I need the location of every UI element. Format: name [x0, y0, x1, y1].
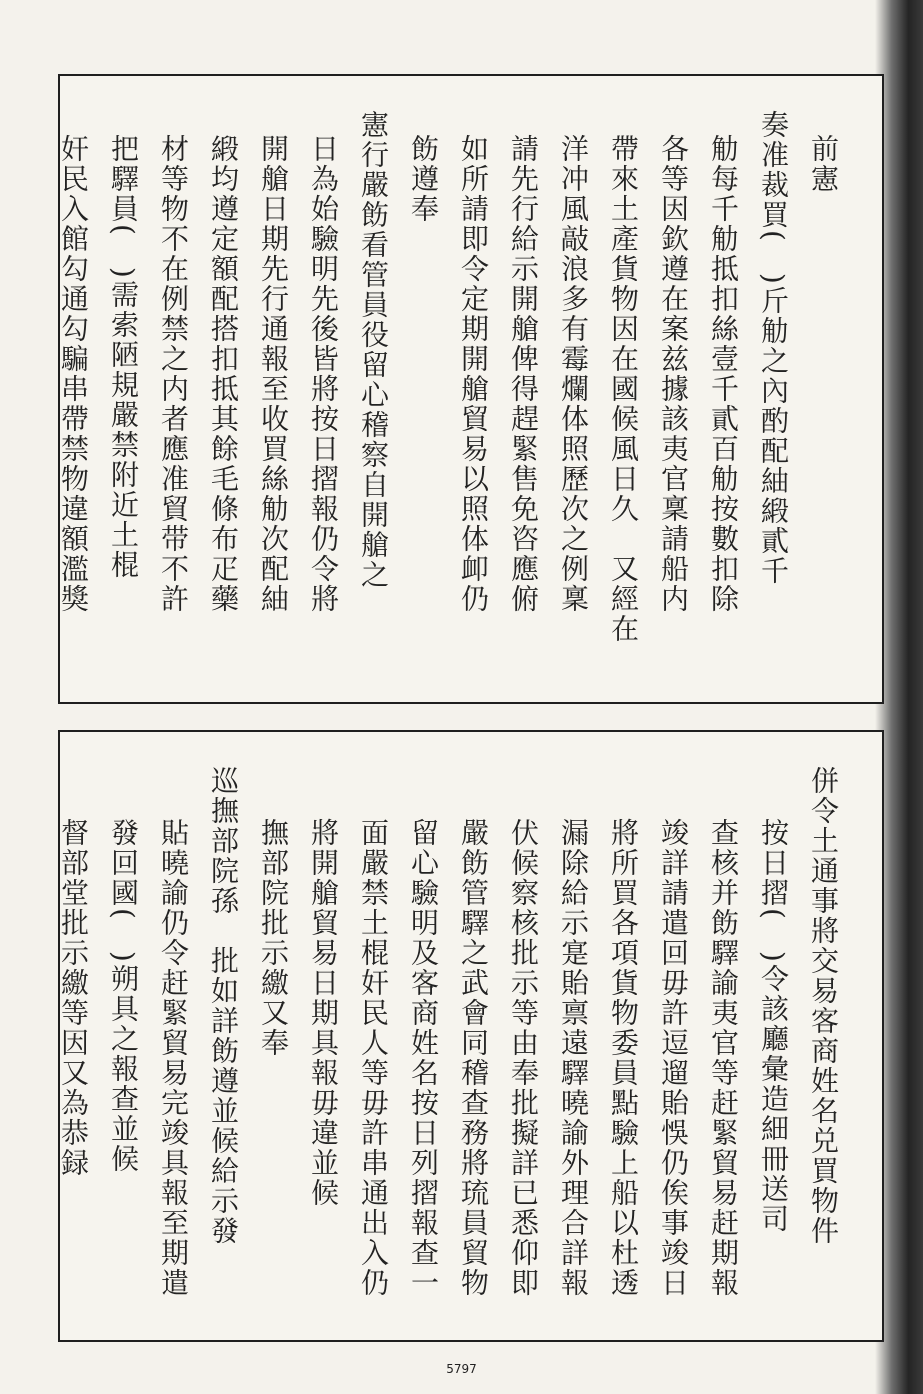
text-column: 把驛員( )需索陋規嚴禁附近土棍	[107, 134, 140, 580]
text-column: 日為始驗明先後皆將按日摺報仍令將	[307, 134, 340, 614]
text-column: 飭遵奉	[407, 134, 440, 224]
text-column: 撫部院批示繳又奉	[257, 818, 290, 1058]
text-column: 觔每千觔抵扣絲壹千貳百觔按數扣除	[707, 134, 740, 614]
lower-text-panel	[58, 730, 884, 1342]
text-column: 材等物不在例禁之内者應准貿带不許	[157, 134, 190, 614]
page-number: 5797	[446, 1362, 477, 1376]
lower-text-columns	[57, 732, 882, 1340]
text-column: 請先行給示開艙俾得趕緊售免咨應俯	[507, 134, 540, 614]
text-column: 面嚴禁土棍奸民人等毋許串通出入仍	[357, 818, 390, 1298]
text-column: 留心驗明及客商姓名按日列摺報查一	[407, 818, 440, 1298]
text-column: 巡撫部院孫 批如詳飭遵並候給示發	[207, 766, 240, 1246]
text-column: 緞均遵定額配搭扣抵其餘毛條布疋藥	[207, 134, 240, 614]
text-column: 憲行嚴飭看管員役留心稽察自開艙之	[357, 110, 390, 590]
text-column: 如所請即令定期開艙貿易以照体卹仍	[457, 134, 490, 614]
text-column: 督部堂批示繳等因又為恭録	[57, 818, 90, 1178]
text-column: 嚴飭管驛之武會同稽查務將琉員貿物	[457, 818, 490, 1298]
text-column: 帶來土產貨物因在國候風日久 又經在	[607, 134, 640, 644]
upper-text-columns	[57, 76, 882, 702]
text-column: 貼曉諭仍令赶緊貿易完竣具報至期遣	[157, 818, 190, 1298]
text-column: 查核并飭驛諭夷官等赶緊貿易赶期報	[707, 818, 740, 1298]
text-column: 將所買各項貨物委員點驗上船以杜透	[607, 818, 640, 1298]
text-column: 開艙日期先行通報至收買絲觔次配紬	[257, 134, 290, 614]
text-column: 奸民入館勾通勾騙串帶禁物違額濫獎	[57, 134, 90, 614]
text-column: 按日摺( )令該廳彙造細冊送司	[757, 818, 790, 1234]
upper-text-panel	[58, 74, 884, 704]
text-column: 伏候察核批示等由奉批擬詳已悉仰即	[507, 818, 540, 1298]
text-column: 竣詳請遣回毋許逗遛貽悞仍俟事竣日	[657, 818, 690, 1298]
text-column: 各等因欽遵在案兹據該夷官稟請船内	[657, 134, 690, 614]
text-column: 洋冲風敲浪多有霉爛体照歷次之例稟	[557, 134, 590, 614]
text-column: 併令土通事將交易客商姓名兑買物件	[807, 766, 840, 1246]
text-column: 前憲	[807, 134, 840, 194]
text-column: 將開艙貿易日期具報毋違並候	[307, 818, 340, 1208]
text-column: 發回國( )朔具之報查並候	[107, 818, 140, 1174]
text-column: 奏准裁買( )斤觔之內酌配紬緞貳千	[757, 110, 790, 586]
text-column: 漏除給示寔貽禀遠驛曉諭外理合詳報	[557, 818, 590, 1298]
